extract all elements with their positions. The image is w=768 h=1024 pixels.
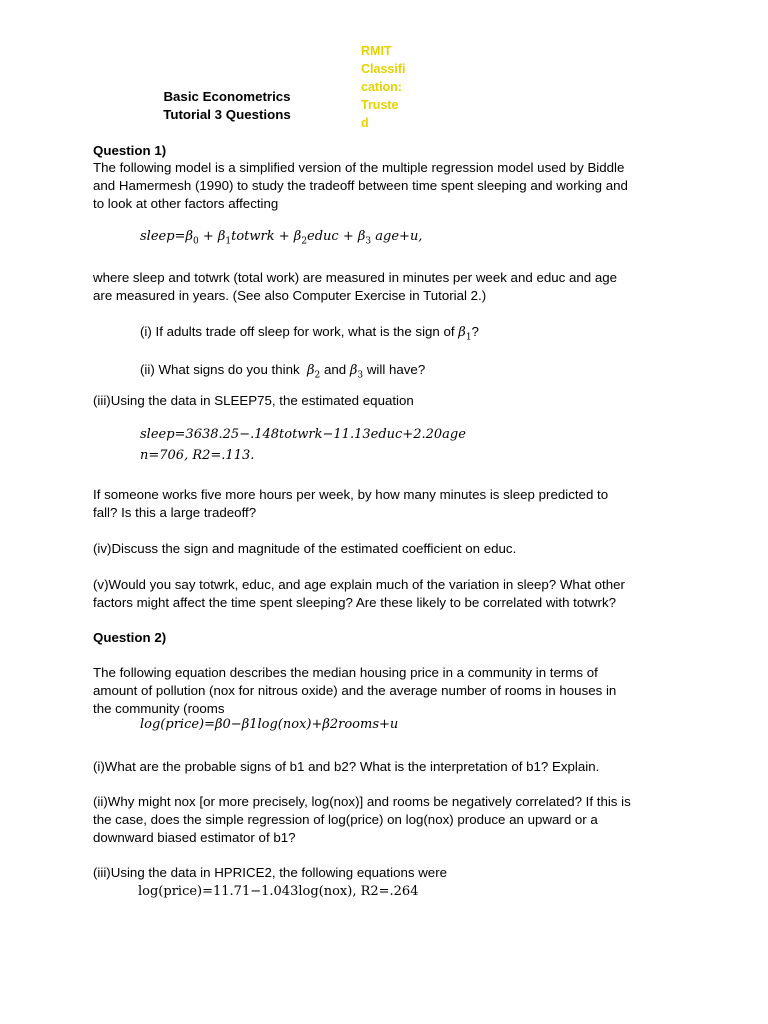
q2-part-iii: (iii)Using the data in HPRICE2, the following equations were — [93, 865, 448, 880]
q2-intro-line: The following equation describes the median housing price in a community in terms of — [93, 665, 598, 680]
q1-hours-question: fall? Is this a large tradeoff? — [93, 505, 257, 520]
eq-term: sleep — [140, 229, 175, 244]
q1-part-v: factors might affect the time spent sleeping? Are these likely to be correlated with totwrk? — [93, 595, 617, 610]
q1-part-ii-text: (ii) What signs do you think — [140, 362, 300, 377]
q2-estimated-equation: log(price)=11.71−1.043log(nox), R2=.264 — [138, 884, 419, 899]
question-2-heading: Question 2) — [93, 630, 167, 645]
classification-label — [361, 42, 409, 132]
q2-part-ii: (ii)Why might nox [or more precisely, log(nox)] and rooms be negatively correlated? If this is — [93, 794, 631, 809]
document-title: Basic Econometrics — [163, 89, 291, 104]
q1-part-ii-text: will have? — [366, 362, 426, 377]
q2-part-ii: downward biased estimator of b1? — [93, 830, 296, 845]
question-1-heading: Question 1) — [93, 143, 167, 158]
q1-model-equation: $sleep=\beta_0$ + $\beta_1totwrk$ + $\beta_2educ + \beta_3$ age+u, — [140, 229, 423, 247]
q2-intro-line: the community (rooms — [93, 701, 225, 716]
q2-model-equation: log(price)=β0−β1log(nox)+β2rooms+u — [140, 717, 399, 732]
eq-term: β — [185, 229, 193, 244]
q1-part-v: (v)Would you say totwrk, educ, and age explain much of the variation in sleep? What other — [93, 577, 625, 592]
classification-line: Classifi — [361, 62, 406, 76]
q1-intro-line: and Hamermesh (1990) to study the tradeoff between time spent sleeping and working and — [93, 178, 628, 193]
q1-where-line: are measured in years. (See also Computer Exercise in Tutorial 2.) — [93, 288, 487, 303]
q1-intro-line: to look at other factors affecting — [93, 196, 279, 211]
q2-part-ii: the case, does the simple regression of log(price) on log(nox) produce an upward or a — [93, 812, 598, 827]
eq-term: educ — [307, 229, 339, 244]
q1-part-i-text: (i) If adults trade off sleep for work, what is the sign of — [140, 324, 455, 339]
q1-part-iii: (iii)Using the data in SLEEP75, the estimated equation — [93, 393, 414, 408]
q1-hours-question: If someone works five more hours per week, by how many minutes is sleep predicted to — [93, 487, 609, 502]
q2-intro-line: amount of pollution (nox for nitrous oxide) and the average number of rooms in houses in — [93, 683, 617, 698]
classification-line: d — [361, 116, 369, 130]
q1-part-ii: (ii) What signs do you think $\beta_2$ and $\beta_3$ will have? — [140, 362, 426, 381]
eq-term: +u, — [399, 229, 423, 244]
classification-line: Truste — [361, 98, 399, 112]
eq-term: totwrk — [231, 229, 275, 244]
q1-estimated-stats: n=706, R2=.113. — [140, 448, 255, 463]
classification-line: cation: — [361, 80, 402, 94]
q1-part-i: (i) If adults trade off sleep for work, what is the sign of $\beta_1$? — [140, 324, 479, 343]
eq-term: age — [375, 229, 400, 244]
q2-part-i: (i)What are the probable signs of b1 and b2? What is the interpretation of b1? Explain. — [93, 759, 600, 774]
classification-line: RMIT — [361, 44, 392, 58]
q1-intro-line: The following model is a simplified version of the multiple regression model used by Biddle — [93, 160, 625, 175]
document-subtitle: Tutorial 3 Questions — [163, 107, 291, 122]
q1-where-line: where sleep and totwrk (total work) are measured in minutes per week and educ and age — [93, 270, 618, 285]
q1-part-ii-text: and — [323, 362, 347, 377]
q1-part-i-end: ? — [471, 324, 479, 339]
q1-part-iv: (iv)Discuss the sign and magnitude of the estimated coefficient on educ. — [93, 541, 517, 556]
q1-estimated-equation: sleep=3638.25−.148totwrk−11.13educ+2.20age — [140, 427, 466, 442]
